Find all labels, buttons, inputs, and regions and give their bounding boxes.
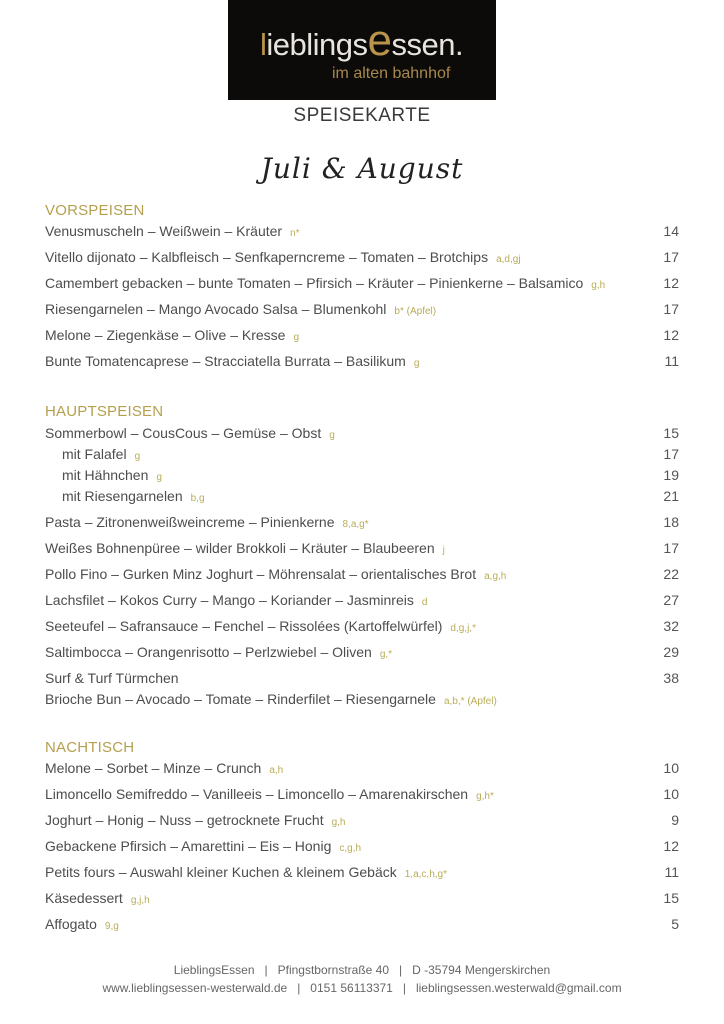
item-price: 18 xyxy=(663,514,679,530)
menu-item xyxy=(45,514,679,534)
item-price: 32 xyxy=(663,618,679,634)
item-name: Melone – Sorbet – Minze – Crunch xyxy=(45,760,262,776)
section-title-nachtisch: NACHTISCH xyxy=(45,739,135,756)
item-allergens: g xyxy=(134,451,141,462)
item-name: Weißes Bohnenpüree – wilder Brokkoli – Kräuter – Blaubeeren xyxy=(45,540,435,556)
item-name: Joghurt – Honig – Nuss – getrocknete Frucht xyxy=(45,812,324,828)
logo-text-ssen: ssen. xyxy=(391,27,464,62)
item-allergens: g xyxy=(413,358,420,369)
menu-item xyxy=(45,327,679,347)
menu-item xyxy=(45,275,679,295)
menu-item xyxy=(45,864,679,884)
item-name: Melone – Ziegenkäse – Olive – Kresse xyxy=(45,327,286,343)
item-name: Lachsfilet – Kokos Curry – Mango – Koriander – Jasminreis xyxy=(45,592,414,608)
season-title: Juli & August xyxy=(260,152,464,185)
item-price: 14 xyxy=(663,223,679,239)
item-allergens: a,h xyxy=(269,765,284,776)
item-name: Limoncello Semifreddo – Vanilleeis – Limoncello – Amarenakirschen xyxy=(45,786,469,802)
item-price: 29 xyxy=(663,644,679,660)
item-allergens: 8,a,g* xyxy=(342,519,369,530)
item-allergens: g,h xyxy=(331,817,346,828)
item-name: Pollo Fino – Gurken Minz Joghurt – Möhrensalat – orientalisches Brot xyxy=(45,566,477,582)
item-name: Venusmuscheln – Weißwein – Kräuter xyxy=(45,223,283,239)
item-price: 17 xyxy=(663,249,679,265)
item-name: Seeteufel – Safransauce – Fenchel – Rissolées (Kartoffelwürfel) xyxy=(45,618,443,634)
item-name: mit Hähnchen xyxy=(62,467,149,483)
item-price: 19 xyxy=(663,467,679,483)
item-name: Gebackene Pfirsich – Amarettini – Eis – Honig xyxy=(45,838,332,854)
item-allergens: b,g xyxy=(190,493,205,504)
item-price: 21 xyxy=(663,488,679,504)
item-price: 22 xyxy=(663,566,679,582)
restaurant-logo xyxy=(228,0,496,100)
section-title-hauptspeisen: HAUPTSPEISEN xyxy=(45,403,164,420)
item-name: Käsedessert xyxy=(45,890,123,906)
menu-item xyxy=(45,540,679,560)
item-allergens: b* (Apfel) xyxy=(394,306,437,317)
item-allergens: n* xyxy=(290,228,300,239)
menu-item xyxy=(45,223,679,243)
logo-wordmark xyxy=(260,16,464,65)
item-allergens: a,g,h xyxy=(484,571,507,582)
menu-item-description xyxy=(45,691,679,711)
item-name: Petits fours – Auswahl kleiner Kuchen & kleinem Gebäck xyxy=(45,864,397,880)
section-title-vorspeisen: VORSPEISEN xyxy=(45,202,145,219)
menu-item xyxy=(45,644,679,664)
item-allergens: g xyxy=(156,472,162,483)
item-price: 11 xyxy=(664,353,679,369)
logo-text-ieblings: ieblings xyxy=(266,27,368,62)
item-price: 12 xyxy=(663,838,679,854)
item-allergens: c,g,h xyxy=(339,843,362,854)
item-allergens: a,d,gj xyxy=(496,254,521,265)
menu-item xyxy=(45,670,679,690)
page-title: SPEISEKARTE xyxy=(293,105,431,126)
menu-item xyxy=(45,592,679,612)
item-name: Brioche Bun – Avocado – Tomate – Rinderfilet – Riesengarnele xyxy=(45,691,436,707)
item-price: 15 xyxy=(663,425,679,441)
item-allergens: 9,g xyxy=(104,921,119,932)
item-price: 12 xyxy=(663,275,679,291)
item-allergens: d xyxy=(421,597,428,608)
menu-item-variant xyxy=(62,488,679,508)
item-name: Sommerbowl – CousCous – Gemüse – Obst xyxy=(45,425,322,441)
menu-item xyxy=(45,760,679,780)
item-price: 38 xyxy=(663,670,679,686)
menu-item-variant xyxy=(62,467,679,487)
item-price: 27 xyxy=(663,592,679,608)
item-name: Camembert gebacken – bunte Tomaten – Pfirsich – Kräuter – Pinienkerne – Balsamico xyxy=(45,275,584,291)
item-price: 17 xyxy=(663,446,679,462)
menu-item xyxy=(45,425,679,445)
item-name: Saltimbocca – Orangenrisotto – Perlzwiebel – Oliven xyxy=(45,644,372,660)
item-allergens: g,h xyxy=(591,280,606,291)
item-allergens: a,b,* (Apfel) xyxy=(443,696,497,707)
logo-subtitle: im alten bahnhof xyxy=(332,65,451,82)
item-price: 17 xyxy=(663,540,679,556)
item-allergens: 1,a,c,h,g* xyxy=(404,869,448,880)
item-name: Riesengarnelen – Mango Avocado Salsa – Blumenkohl xyxy=(45,301,387,317)
item-name: mit Falafel xyxy=(62,446,127,462)
item-allergens: g,h* xyxy=(476,791,494,802)
menu-item xyxy=(45,249,679,269)
menu-item xyxy=(45,618,679,638)
menu-item xyxy=(45,916,679,936)
item-name: Affogato xyxy=(45,916,97,932)
item-price: 5 xyxy=(671,916,679,932)
menu-item xyxy=(45,353,679,373)
item-allergens: j xyxy=(442,545,445,556)
item-allergens: g,* xyxy=(379,649,393,660)
footer-address: LieblingsEssen | Pfingstbornstraße 40 | D -35794 Mengerskirchen xyxy=(173,963,551,977)
item-name: Pasta – Zitronenweißweincreme – Pinienkerne xyxy=(45,514,335,530)
logo-letter-e: e xyxy=(367,16,392,65)
item-allergens: g,j,h xyxy=(130,895,150,906)
item-price: 17 xyxy=(663,301,679,317)
footer-contact: www.lieblingsessen-westerwald.de | 0151 56113371 | lieblingsessen.westerwald@gmail.com xyxy=(102,981,622,995)
menu-item xyxy=(45,812,679,832)
item-allergens: g xyxy=(293,332,300,343)
item-name: mit Riesengarnelen xyxy=(62,488,183,504)
item-allergens: d,g,j,* xyxy=(450,623,476,634)
item-name: Surf & Turf Türmchen xyxy=(45,670,179,686)
menu-item xyxy=(45,786,679,806)
menu-item xyxy=(45,566,679,586)
menu-item xyxy=(45,301,679,321)
menu-item-variant xyxy=(62,446,679,466)
item-price: 12 xyxy=(663,327,679,343)
logo-letter-l: l xyxy=(260,27,267,62)
item-price: 10 xyxy=(663,760,679,776)
item-allergens: g xyxy=(329,430,335,441)
item-name: Bunte Tomatencaprese – Stracciatella Burrata – Basilikum xyxy=(45,353,406,369)
item-price: 9 xyxy=(671,812,679,828)
item-price: 11 xyxy=(664,864,679,880)
item-price: 15 xyxy=(663,890,679,906)
item-price: 10 xyxy=(663,786,679,802)
menu-item xyxy=(45,838,679,858)
item-name: Vitello dijonato – Kalbfleisch – Senfkaperncreme – Tomaten – Brotchips xyxy=(45,249,489,265)
menu-item xyxy=(45,890,679,910)
